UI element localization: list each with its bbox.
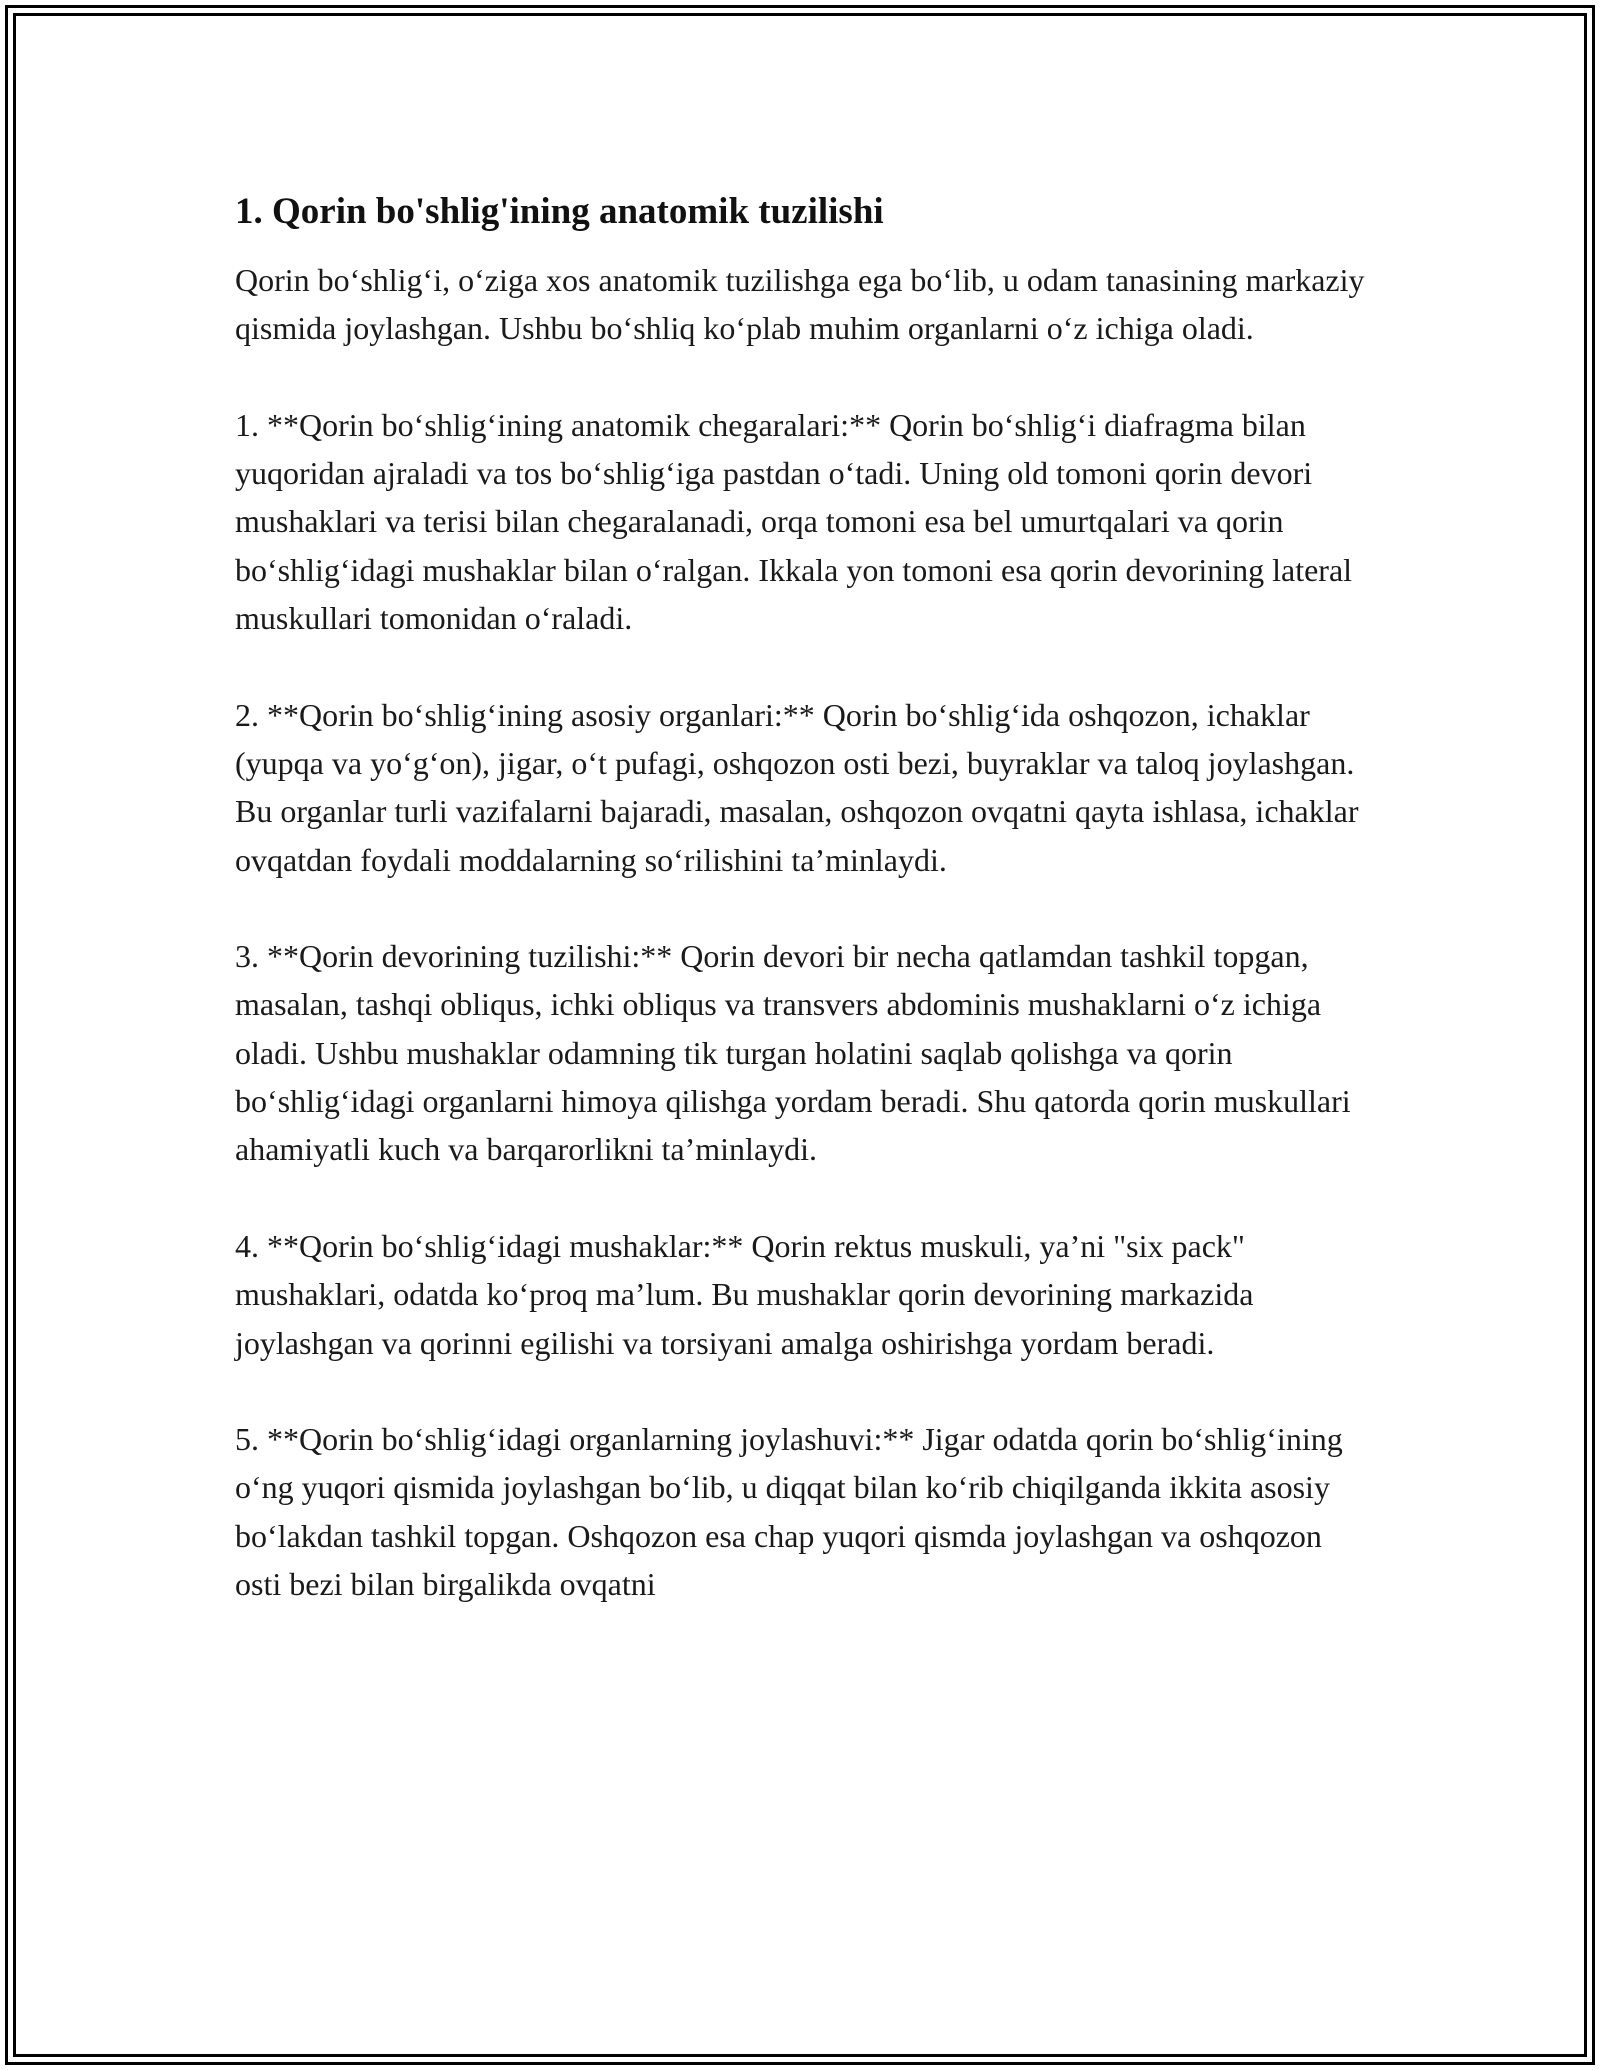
paragraph-organ-location: 5. **Qorin bo‘shlig‘idagi organlarning joylashuvi:** Jigar odatda qorin bo‘shlig‘ining o‘ng yuqori qismida joylashgan bo‘lib, u diqqat bilan ko‘rib chiqilganda ikkita asosiy bo‘lakdan tashkil topgan. Oshqozon esa chap yuqori qismda joylashgan va oshqozon osti bezi bilan birgalikda ovqatni [235,1421,1343,1603]
paragraph-wall-structure: 3. **Qorin devorining tuzilishi:** Qorin devori bir necha qatlamdan tashkil topgan, masalan, tashqi obliqus, ichki obliqus va transvers abdominis mushaklarni o‘z ichiga oladi. Ushbu mushaklar odamning tik turgan holatini saqlab qolishga va qorin bo‘shlig‘idagi organlarni himoya qilishga yordam beradi. Shu qatorda qorin muskullari ahamiyatli kuch va barqarorlikni ta’minlaydi. [235,938,1351,1168]
document-body [235,188,1370,1657]
paragraph-main-organs: 2. **Qorin bo‘shlig‘ining asosiy organlari:** Qorin bo‘shlig‘ida oshqozon, ichaklar (yupqa va yo‘g‘on), jigar, o‘t pufagi, oshqozon osti bezi, buyraklar va taloq joylashgan. Bu organlar turli vazifalarni bajaradi, masalan, oshqozon ovqatni qayta ishlasa, ichaklar ovqatdan foydali moddalarning so‘rilishini ta’minlaydi. [235,696,1359,878]
paragraph-muscles: 4. **Qorin bo‘shlig‘idagi mushaklar:** Qorin rektus muskuli, ya’ni "six pack" mushaklari, odatda ko‘proq ma’lum. Bu mushaklar qorin devorining markazida joylashgan va qorinni egilishi va torsiyani amalga oshirishga yordam beradi. [235,1227,1254,1361]
section-title: 1. Qorin bo'shlig'ining anatomik tuzilishi [235,191,884,232]
paragraph-anatomical-boundaries: 1. **Qorin bo‘shlig‘ining anatomik chegaralari:** Qorin bo‘shlig‘i diafragma bilan yuqoridan ajraladi va tos bo‘shlig‘iga pastdan o‘tadi. Uning old tomoni qorin devori mushaklari va terisi bilan chegaralanadi, orqa tomoni esa bel umurtqalari va qorin bo‘shlig‘idagi mushaklar bilan o‘ralgan. Ikkala yon tomoni esa qorin devorining lateral muskullari tomonidan o‘raladi. [235,406,1353,637]
intro-paragraph: Qorin bo‘shlig‘i, o‘ziga xos anatomik tuzilishga ega bo‘lib, u odam tanasining markaziy qismida joylashgan. Ushbu bo‘shliq ko‘plab muhim organlarni o‘z ichiga oladi. [235,262,1365,347]
